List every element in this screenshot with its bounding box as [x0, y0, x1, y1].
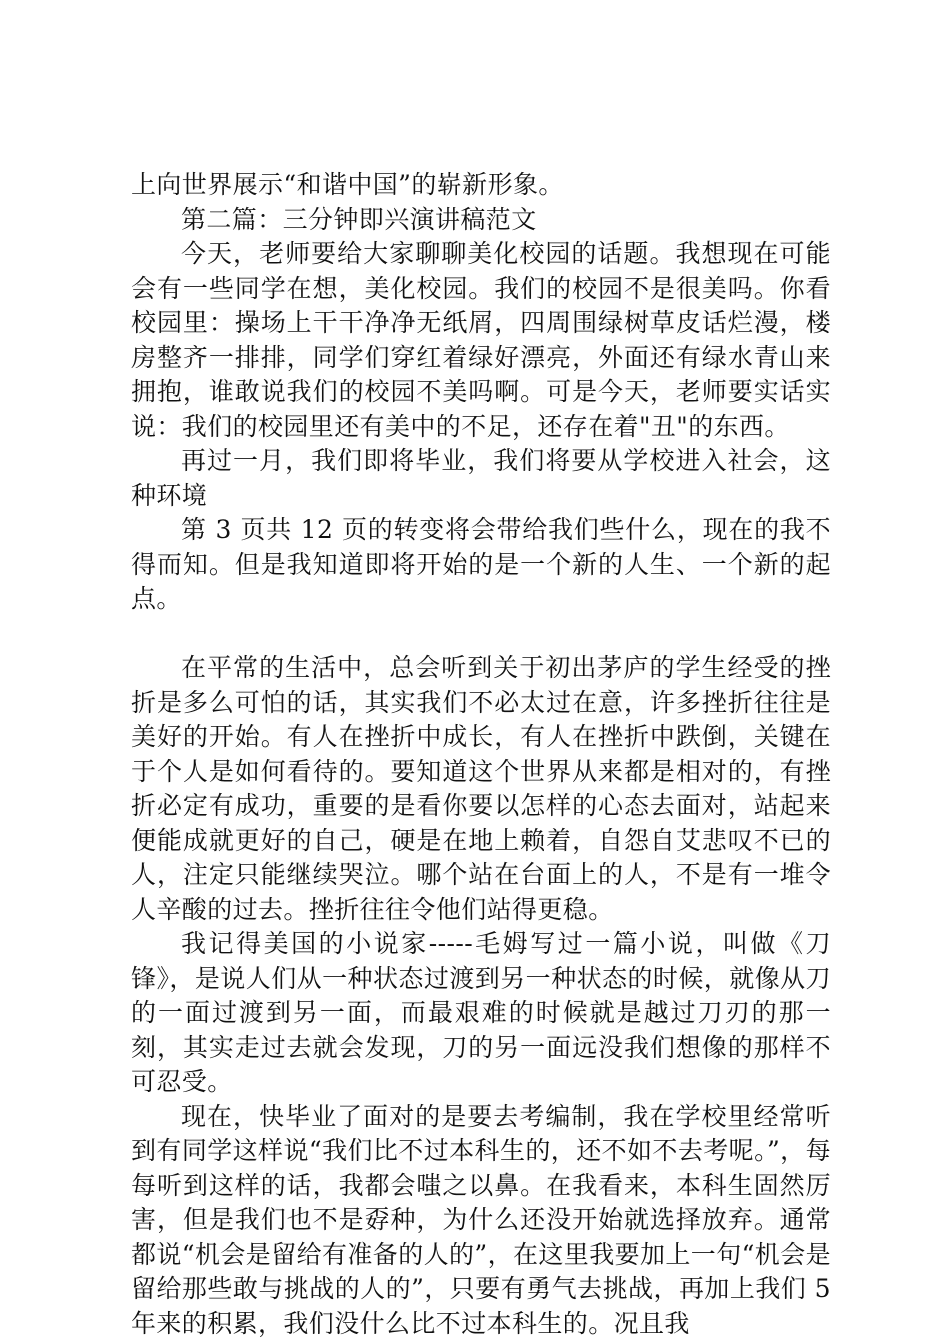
paragraph: 现在，快毕业了面对的是要去考编制，我在学校里经常听到有同学这样说“我们比不过本科生的，还不如不去考呢。”，每每听到这样的话，我都会嗤之以鼻。在我看来，本科生固然厉害，但是我们也不是孬种，为什么还没开始就选择放弃。通常都说“机会是留给有准备的人的”，在这里我要加上一句“机会是留给那些敢与挑战的人的”，只要有勇气去挑战，再加上我们 5 年来的积累，我们没什么比不过本科生的。况且我	[131, 1101, 831, 1338]
paragraph-with-page-marker: 第 3 页共 12 页的转变将会带给我们些什么，现在的我不得而知。但是我知道即将开始的是一个新的人生、一个新的起点。	[131, 515, 831, 613]
document-body	[131, 168, 831, 1341]
blank-line	[131, 617, 831, 652]
paragraph: 在平常的生活中，总会听到关于初出茅庐的学生经受的挫折是多么可怕的话，其实我们不必太过在意，许多挫折往往是美好的开始。有人在挫折中成长，有人在挫折中跌倒，关键在于个人是如何看待的。要知道这个世界从来都是相对的，有挫折必定有成功，重要的是看你要以怎样的心态去面对，站起来便能成就更好的自己，硬是在地上赖着，自怨自艾悲叹不已的人，注定只能继续哭泣。哪个站在台面上的人，不是有一堆令人辛酸的过去。挫折往往令他们站得更稳。	[131, 653, 831, 924]
paragraph-closing-line: 上向世界展示“和谐中国”的崭新形象。	[131, 170, 564, 199]
section-heading: 第二篇：三分钟即兴演讲稿范文	[181, 204, 537, 234]
paragraph: 我记得美国的小说家-----毛姆写过一篇小说，叫做《刀锋》，是说人们从一种状态过渡到另一种状态的时候，就像从刀的一面过渡到另一面，而最艰难的时候就是越过刀刃的那一刻，其实走过去就会发现，刀的另一面远没我们想像的那样不可忍受。	[131, 929, 831, 1096]
paragraph: 再过一月，我们即将毕业，我们将要从学校进入社会，这种环境	[131, 446, 831, 510]
paragraph: 今天，老师要给大家聊聊美化校园的话题。我想现在可能会有一些同学在想，美化校园。我们的校园不是很美吗。你看校园里：操场上干干净净无纸屑，四周围绿树草皮话烂漫，楼房整齐一排排，同学们穿红着绿好漂亮，外面还有绿水青山来拥抱，谁敢说我们的校园不美吗啊。可是今天，老师要实话实说：我们的校园里还有美中的不足，还存在着"丑"的东西。	[131, 239, 831, 441]
